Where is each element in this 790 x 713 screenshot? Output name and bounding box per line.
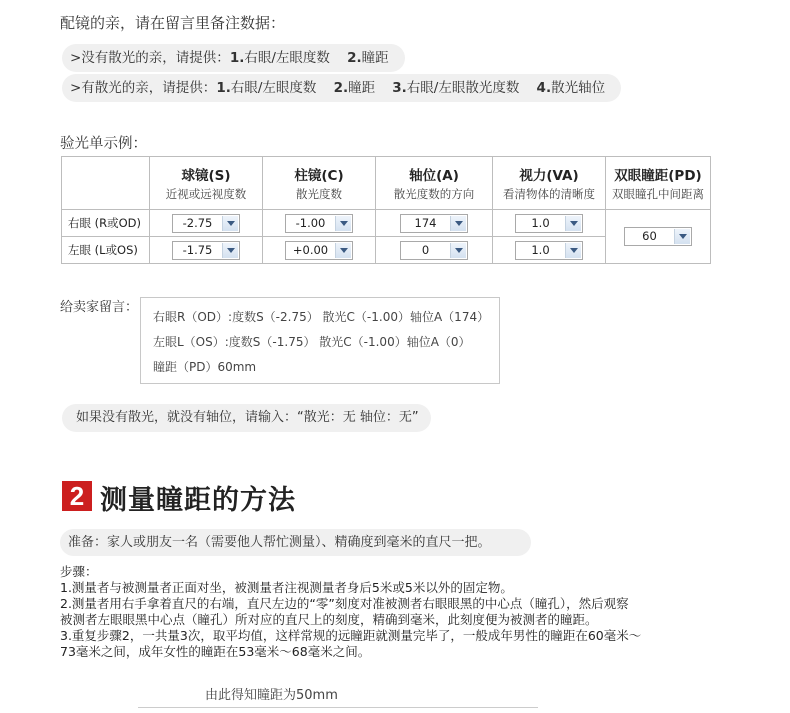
select-value: -2.75 <box>182 215 213 230</box>
pill-prefix: >没有散光的亲，请提供： <box>70 50 230 66</box>
steps-line: 1.测量者与被测量者正面对坐，被测量者注视测量者身后5米或5米以外的固定物。 <box>60 580 513 595</box>
cell-sphere <box>150 210 263 237</box>
header-title: 球镜(S) <box>181 168 231 184</box>
prescription-table <box>61 156 711 264</box>
example-label: 验光单示例： <box>60 136 147 152</box>
pd-caption: 由此得知瞳距为50mm <box>205 688 338 703</box>
pill-item-num: 2. <box>333 80 349 96</box>
chevron-down-icon <box>565 243 581 258</box>
divider <box>138 707 538 708</box>
axis-select-left[interactable] <box>400 241 468 260</box>
chevron-down-icon <box>335 216 351 231</box>
va-select-right[interactable] <box>515 214 583 233</box>
header-sub: 看清物体的清晰度 <box>503 187 595 201</box>
steps-line: 73毫米之间，成年女性的瞳距在53毫米～68毫米之间。 <box>60 644 371 659</box>
select-value: 60 <box>642 229 657 243</box>
select-value: +0.00 <box>292 242 329 257</box>
note-line: 瞳距（PD）60mm <box>153 360 257 374</box>
header-sub: 双眼瞳孔中间距离 <box>612 187 704 201</box>
steps-line: 步骤： <box>60 564 98 579</box>
sphere-select-right[interactable] <box>172 214 240 233</box>
pill-item-text: 右眼/左眼度数 <box>244 50 330 66</box>
chevron-down-icon <box>450 216 466 231</box>
header-title: 视力(VA) <box>519 168 579 184</box>
empty-header-cell <box>62 157 150 210</box>
steps-line: 被测者左眼眼黑中心点（瞳孔）所对应的直尺上的刻度，精确到毫米，此刻度便为被测者的瞳距。 <box>60 612 598 627</box>
select-value: -1.00 <box>295 215 326 230</box>
cell-va <box>493 237 606 264</box>
pill-prefix: >有散光的亲，请提供： <box>70 80 217 96</box>
no-astigmatism-tip: 如果没有散光，就没有轴位，请输入：“散光：无 轴位：无” <box>62 404 431 432</box>
header-title: 柱镜(C) <box>294 168 344 184</box>
pill-item-num: 4. <box>536 80 552 96</box>
chevron-down-icon <box>674 229 690 244</box>
no-astigmatism-pill <box>62 44 405 72</box>
pill-item-text: 散光轴位 <box>551 80 606 96</box>
header-va <box>493 157 606 210</box>
pill-item-text: 右眼/左眼度数 <box>230 80 317 96</box>
cell-sphere <box>150 237 263 264</box>
pd-select[interactable] <box>624 227 692 246</box>
steps-list <box>60 564 641 660</box>
seller-note-box[interactable] <box>140 297 500 384</box>
pill-item-num: 1. <box>216 80 231 96</box>
header-sub: 近视或远视度数 <box>165 187 247 201</box>
note-line: 左眼L（OS）:度数S（-1.75） 散光C（-1.00）轴位A（0） <box>153 335 471 349</box>
astigmatism-pill <box>62 74 621 102</box>
chevron-down-icon <box>222 243 238 258</box>
table-row-right-eye <box>62 210 711 237</box>
row-label: 右眼 (R或OD) <box>62 210 150 237</box>
steps-line: 3.重复步骤2，一共量3次，取平均值，这样常规的远瞳距就测量完毕了，一般成年男性的瞳距在60毫米～ <box>60 628 642 643</box>
chevron-down-icon <box>450 243 466 258</box>
preparation-bubble: 准备：家人或朋友一名（需要他人帮忙测量）、精确度到毫米的直尺一把。 <box>60 529 531 556</box>
section-title: 测量瞳距的方法 <box>100 485 296 516</box>
header-cylinder <box>263 157 376 210</box>
header-title: 双眼瞳距(PD) <box>614 168 702 184</box>
steps-line: 2.测量者用右手拿着直尺的右端，直尺左边的“零”刻度对准被测者右眼眼黑的中心点（瞳孔），然后观察 <box>60 596 629 611</box>
cell-cylinder <box>263 210 376 237</box>
pill-item-num: 3. <box>392 80 407 96</box>
cylinder-select-right[interactable] <box>285 214 353 233</box>
cell-axis <box>376 210 493 237</box>
header-pd <box>606 157 711 210</box>
select-value: -1.75 <box>182 242 213 257</box>
cell-axis <box>376 237 493 264</box>
note-label: 给卖家留言： <box>60 300 139 315</box>
header-axis <box>376 157 493 210</box>
row-label: 左眼 (L或OS) <box>62 237 150 264</box>
pill-item-num: 1. <box>229 50 245 66</box>
pill-item-num: 2. <box>347 50 362 66</box>
sphere-select-left[interactable] <box>172 241 240 260</box>
axis-select-right[interactable] <box>400 214 468 233</box>
cylinder-select-left[interactable] <box>285 241 353 260</box>
chevron-down-icon <box>335 243 351 258</box>
header-sphere <box>150 157 263 210</box>
intro-text: 配镜的亲，请在留言里备注数据： <box>60 14 286 32</box>
select-value: 174 <box>414 215 437 230</box>
header-title: 轴位(A) <box>409 168 459 184</box>
pill-item-text: 瞳距 <box>348 80 376 96</box>
chevron-down-icon <box>222 216 238 231</box>
cell-cylinder <box>263 237 376 264</box>
chevron-down-icon <box>565 216 581 231</box>
select-value: 0 <box>421 242 430 257</box>
pill-item-text: 瞳距 <box>361 50 389 66</box>
va-select-left[interactable] <box>515 241 583 260</box>
select-value: 1.0 <box>531 242 550 257</box>
note-line: 右眼R（OD）:度数S（-2.75） 散光C（-1.00）轴位A（174） <box>153 310 490 324</box>
select-value: 1.0 <box>531 215 550 230</box>
table-header-row <box>62 157 711 210</box>
cell-pd <box>606 210 711 264</box>
header-sub: 散光度数的方向 <box>393 187 475 201</box>
section-number-badge: 2 <box>62 481 92 511</box>
header-sub: 散光度数 <box>296 187 342 201</box>
cell-va <box>493 210 606 237</box>
pill-item-text: 右眼/左眼散光度数 <box>406 80 520 96</box>
